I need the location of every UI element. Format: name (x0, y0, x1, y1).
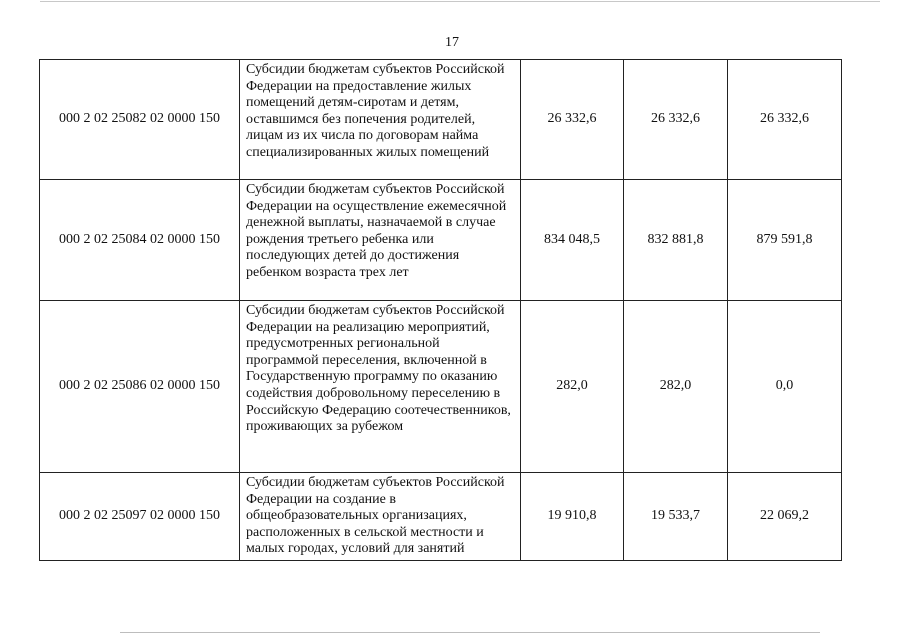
value-cell-year-1: 282,0 (521, 301, 624, 473)
scan-artifact-top (40, 1, 880, 2)
description-cell: Субсидии бюджетам субъектов Российской Федерации на создание в общеобразовательных организациях, расположенных в сельской местности и малых городах, условий для занятий (240, 473, 521, 561)
value-cell-year-1: 19 910,8 (521, 473, 624, 561)
value-cell-year-3: 22 069,2 (728, 473, 842, 561)
budget-code-cell: 000 2 02 25084 02 0000 150 (40, 180, 240, 301)
description-cell: Субсидии бюджетам субъектов Российской Федерации на предоставление жилых помещений детям-сиротам и детям, оставшимся без попечения родителей, лицам из их числа по договорам найма специализированных жилых помещений (240, 60, 521, 180)
budget-code-cell: 000 2 02 25082 02 0000 150 (40, 60, 240, 180)
value-cell-year-3: 879 591,8 (728, 180, 842, 301)
value-cell-year-2: 26 332,6 (624, 60, 728, 180)
page-number: 17 (445, 35, 459, 50)
budget-table (39, 59, 842, 561)
table-row (40, 473, 842, 561)
value-cell-year-2: 282,0 (624, 301, 728, 473)
value-cell-year-1: 26 332,6 (521, 60, 624, 180)
scan-artifact-bottom (120, 632, 820, 633)
value-cell-year-2: 832 881,8 (624, 180, 728, 301)
value-cell-year-2: 19 533,7 (624, 473, 728, 561)
value-cell-year-1: 834 048,5 (521, 180, 624, 301)
description-cell: Субсидии бюджетам субъектов Российской Федерации на реализацию мероприятий, предусмотренных региональной программой переселения, включенной в Государственную программу по оказанию содействия добровольному переселению в Российскую Федерацию соотечественников, проживающих за рубежом (240, 301, 521, 473)
table-row (40, 180, 842, 301)
table-row (40, 60, 842, 180)
budget-code-cell: 000 2 02 25086 02 0000 150 (40, 301, 240, 473)
value-cell-year-3: 0,0 (728, 301, 842, 473)
value-cell-year-3: 26 332,6 (728, 60, 842, 180)
budget-code-cell: 000 2 02 25097 02 0000 150 (40, 473, 240, 561)
description-cell: Субсидии бюджетам субъектов Российской Федерации на осуществление ежемесячной денежной выплаты, назначаемой в случае рождения третьего ребенка или последующих детей до достижения ребенком возраста трех лет (240, 180, 521, 301)
table-row (40, 301, 842, 473)
